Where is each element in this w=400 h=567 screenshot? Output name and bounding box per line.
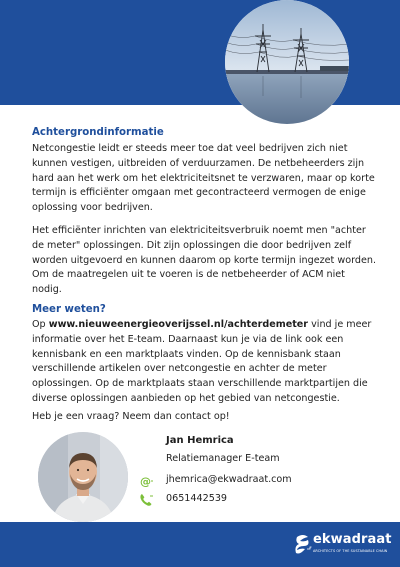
at-sign-icon	[138, 473, 154, 489]
contact-name: Jan Hemrica	[166, 435, 234, 446]
logo-tagline: ARCHITECTS OF THE SUSTAINABLE CHAIN	[313, 549, 388, 553]
hero-image-power-lines	[225, 0, 349, 124]
paragraph-achter-de-meter: Het efficiënter inrichten van elektriciteitsverbruik noemt men "achter de meter" oplossingen. Dit zijn oplossingen die door bedrijven zelf worden uitgevoerd en kunnen daarom op korte termijn ingezet worden. Om de maatregelen uit te voeren is de netbeheerder of ACM niet nodig.	[32, 225, 376, 296]
paragraph-netcongestie: Netcongestie leidt er steeds meer toe dat veel bedrijven zich niet kunnen vestigen, uitbreiden of verduurzamen. De netbeheerders zijn hard aan het werk om het elektriciteitsnet te verzwaren, maar op korte termijn is efficiënter omgaan met gecontracteerd vermogen de enige oplossing voor bedrijven.	[32, 143, 375, 214]
contact-email-row[interactable]	[138, 473, 292, 489]
ekwadraat-logo-mark-icon	[294, 534, 312, 556]
more-rest: vind je meer informatie over het E-team. Daarnaast kun je via de link ook een kennisbank en een marktplaats vinden. Op de kennisbank staan verschillende artikelen over netcongestie en achter de meter oplossingen. Op de marktplaats staan verschillende marktpartijen die diverse oplossingen aanbieden op het gebied van netcongestie.	[32, 319, 372, 404]
contact-prompt: Heb je een vraag? Neem dan contact op!	[32, 411, 230, 422]
more-prefix: Op	[32, 319, 49, 330]
website-link[interactable]: www.nieuweenergieoverijssel.nl/achterdemeter	[48, 319, 309, 330]
logo-wordmark: ekwadraat	[313, 532, 392, 547]
svg-text:@: @	[140, 475, 151, 488]
section-heading-background: Achtergrondinformatie	[32, 127, 164, 138]
ekwadraat-logo	[294, 530, 394, 560]
contact-role: Relatiemanager E-team	[166, 453, 280, 464]
contact-avatar	[38, 432, 128, 522]
contact-phone[interactable]: 0651442539	[166, 493, 228, 504]
phone-icon	[138, 492, 154, 508]
contact-phone-row[interactable]	[138, 492, 228, 508]
contact-email[interactable]: jhemrica@ekwadraat.com	[166, 474, 292, 485]
paragraph-more-info	[32, 318, 377, 407]
section-heading-more-info: Meer weten?	[32, 304, 106, 315]
